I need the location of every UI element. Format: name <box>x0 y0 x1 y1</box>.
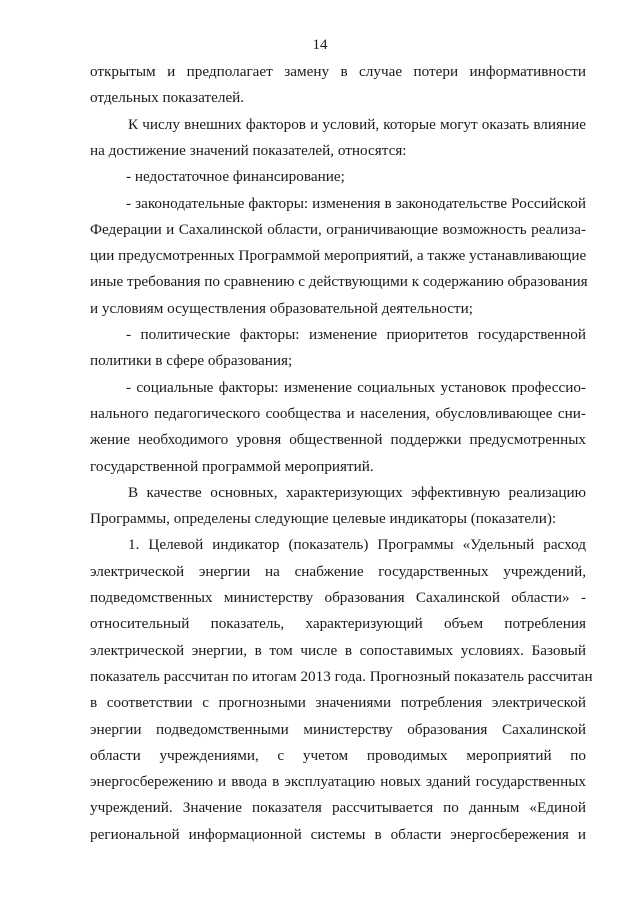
text-line: государственной программой мероприятий. <box>90 457 374 475</box>
text-line: иные требования по сравнению с действующими к содержанию образования <box>90 273 588 291</box>
text-line: - политические факторы: изменение приоритетов государственной <box>126 326 586 343</box>
page-number: 14 <box>312 37 328 53</box>
text-line: показатель рассчитан по итогам 2013 года. Прогнозный показатель рассчитан <box>90 667 593 685</box>
text-line: и условиям осуществления образовательной деятельности; <box>90 299 473 317</box>
text-line: региональной информационной системы в области энергосбережения и <box>90 825 586 843</box>
text-line: в соответствии с прогнозными значениями потребления электрической <box>90 694 586 712</box>
text-line: - недостаточное финансирование; <box>126 168 345 186</box>
text-line: Программы, определены следующие целевые индикаторы (показатели): <box>90 510 557 528</box>
text-line: открытым и предполагает замену в случае потери информативности <box>90 63 586 80</box>
text-line: относительный показатель, характеризующий объем потребления <box>90 615 586 633</box>
text-line: политики в сфере образования; <box>90 352 293 370</box>
text-line: области учреждениями, с учетом проводимых мероприятий по <box>90 746 586 764</box>
text-line: отдельных показателей. <box>90 89 245 107</box>
text-line: Федерации и Сахалинской области, ограничивающие возможность реализа- <box>90 220 586 238</box>
text-line: энергосбережению и ввода в эксплуатацию новых зданий государственных <box>90 773 586 791</box>
text-line: К числу внешних факторов и условий, которые могут оказать влияние <box>128 115 586 133</box>
text-line: В качестве основных, характеризующих эффективную реализацию <box>128 483 586 501</box>
text-line: нального педагогического сообщества и населения, обусловливающее сни- <box>90 404 586 422</box>
text-line: жение необходимого уровня общественной поддержки предусмотренных <box>90 431 586 449</box>
text-line: ции предусмотренных Программой мероприятий, а также устанавливающие <box>90 247 587 265</box>
text-line: энергии подведомственными министерству образования Сахалинской <box>90 720 586 738</box>
text-line: на достижение значений показателей, относятся: <box>90 141 407 159</box>
text-line: - социальные факторы: изменение социальных установок профессио- <box>126 378 586 396</box>
text-line: 1. Целевой индикатор (показатель) Программы «Удельный расход <box>128 536 586 554</box>
text-line: учреждений. Значение показателя рассчитывается по данным «Единой <box>90 799 586 817</box>
text-line: - законодательные факторы: изменения в законодательстве Российской <box>126 194 586 212</box>
text-line: подведомственных министерству образования Сахалинской области» - <box>90 589 586 606</box>
text-line: электрической энергии, в том числе в сопоставимых условиях. Базовый <box>90 641 586 659</box>
text-line: электрической энергии на снабжение государственных учреждений, <box>90 562 586 580</box>
